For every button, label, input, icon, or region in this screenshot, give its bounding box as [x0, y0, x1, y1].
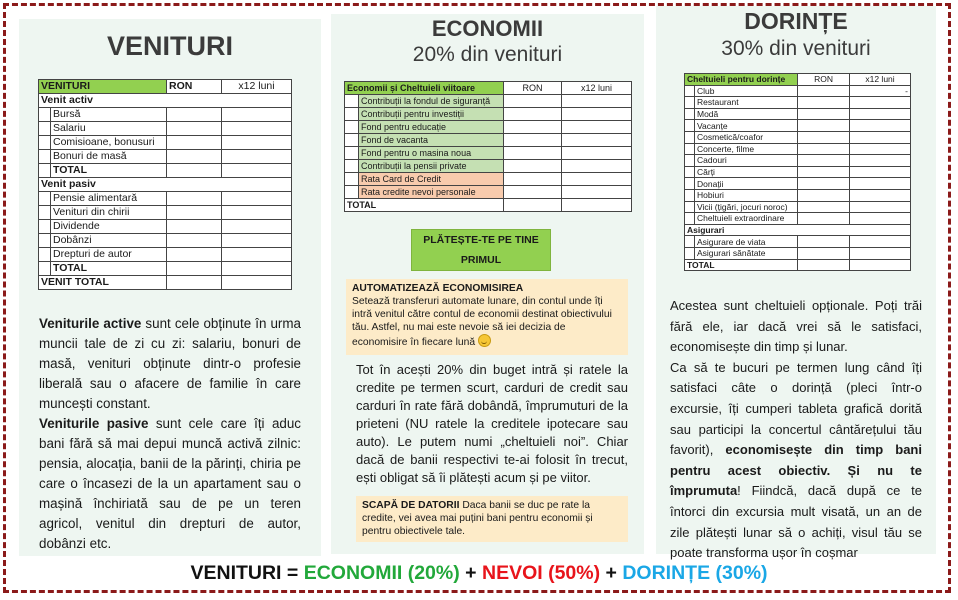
scapa-title: SCAPĂ DE DATORII — [362, 500, 460, 511]
economii-header-ron: RON — [504, 82, 562, 95]
dorinte-description — [670, 296, 922, 564]
table-row-label: Venituri din chirii — [51, 206, 167, 220]
dorinte-panel — [656, 6, 936, 561]
table-row-label: Contribuții la pensii private — [359, 160, 504, 173]
dorinte-table — [684, 73, 911, 271]
table-row-label: Restaurant — [695, 97, 798, 109]
automatizeaza-title: AUTOMATIZEAZĂ ECONOMISIREA — [352, 283, 524, 294]
table-row-label: Modă — [695, 108, 798, 120]
automatizeaza-note — [346, 279, 628, 355]
total-pasiv-label: TOTAL — [51, 262, 167, 276]
table-row-label: Hobiuri — [695, 189, 798, 201]
table-row-label: Concerte, filme — [695, 143, 798, 155]
table-row-label: Fond pentru o masina noua — [359, 147, 504, 160]
economii-title — [331, 16, 644, 68]
budget-formula — [0, 562, 958, 585]
dorinte-title-main: DORINȚE — [744, 8, 848, 34]
economii-paragraph: Tot în acești 20% din buget intră și ratele la credite pe termen scurt, carduri de credit sau carduri în rate fără dobândă, împrumuturi de la prieteni (NU ratele la creditele ipotecare sau auto). Le putem numi „cheltuieli noi”. Chiar dacă de banii respectivi te-ai folosit în trecut, ești obligat să îi plătești acum și pe viitor. — [356, 362, 628, 485]
venituri-table — [38, 79, 292, 290]
formula-equals: = — [281, 562, 304, 584]
table-row-label: Contribuții pentru investiții — [359, 108, 504, 121]
table-row-label: Asigurari sănătate — [695, 247, 798, 259]
table-row-label: Cheltuieli extraordinare — [695, 213, 798, 225]
dorinte-paragraph-2b: ! Fiindcă, dacă după ce te întorci din excursia mult visată, un an de zile plătești lunar să o achiți, visul tău se poate transforma ușor în coșmar — [670, 483, 922, 561]
table-row-label: Cadouri — [695, 155, 798, 167]
section-venit-pasiv: Venit pasiv — [39, 178, 292, 192]
scapa-text: Daca banii se duc pe rate la credite, vei avea mai puțini bani pentru economii și pentru obiectivele tale. — [362, 500, 593, 537]
automatizeaza-text: Setează transferuri automate lunare, din contul unde îți intră venitul către contul de economii destinat obiectivului tău. Astfel, nu mai este nevoie să iei decizia de economisire în fiecare lună — [352, 296, 612, 348]
venituri-pasive-text: sunt cele care îți aduc bani fără să mai depui muncă activă zilnic: pensia, alocația, banii de la părinți, chiria pe care o încasezi de la un apartament sau o mașină închiriată sau de pe un teren agricol, venitul din drepturi de autor, dobânzi etc. — [39, 416, 302, 551]
dorinte-header-12: x12 luni — [850, 74, 911, 86]
formula-plus-2: + — [600, 562, 623, 584]
economii-header-12: x12 luni — [562, 82, 632, 95]
plateste-te-primul-banner — [411, 229, 551, 271]
venituri-description — [39, 314, 301, 554]
venituri-pasive-bold: Veniturile pasive — [39, 416, 149, 431]
table-row-label: Bonuri de masă — [51, 150, 167, 164]
economii-header-label: Economii și Cheltuieli viitoare — [345, 82, 504, 95]
table-row-label: Dobânzi — [51, 234, 167, 248]
economii-subtitle: 20% din venituri — [412, 43, 563, 66]
table-row-label: Donații — [695, 178, 798, 190]
economii-panel — [331, 14, 644, 554]
economii-title-main: ECONOMII — [431, 16, 544, 41]
venit-total-label: VENIT TOTAL — [39, 276, 167, 290]
table-row-label: Drepturi de autor — [51, 248, 167, 262]
section-venit-activ: Venit activ — [39, 94, 292, 108]
dorinte-paragraph-1: Acestea sunt cheltuieli opționale. Poți trăi fără ele, iar dacă vrei să le satisfaci, economisește din timp și lunar. — [670, 298, 922, 355]
formula-dorinte: DORINȚE (30%) — [622, 562, 768, 584]
dorinte-paragraph-2a: Ca să te bucuri pe termen lung când îți satisfaci câte o dorință (pleci într-o excursie, îți cumperi tableta grafică dorită sau participi la concertul cântărețului tău favorit), — [670, 359, 922, 458]
dorinte-paragraph-2-bold: economisește din timp bani pentru acest obiectiv. Și nu te împrumuta — [670, 442, 922, 499]
dorinte-header-ron: RON — [798, 74, 850, 86]
formula-nevoi: NEVOI (50%) — [481, 562, 601, 584]
table-row-label: Comisioane, bonusuri — [51, 136, 167, 150]
table-row-label: Fond de vacanta — [359, 134, 504, 147]
table-row-label: Vacanțe — [695, 120, 798, 132]
venituri-active-text: sunt cele obținute în urma muncii tale de zi cu zi: salariu, bonuri de masă, venituri obținute dintr-o profesie liberală sau o afacere de familie în care muncești constant. — [39, 316, 301, 411]
table-row-label: Cărți — [695, 166, 798, 178]
table-row-label: Fond pentru educație — [359, 121, 504, 134]
total-activ-label: TOTAL — [51, 164, 167, 178]
formula-venituri: VENITURI — [190, 562, 282, 584]
formula-economii: ECONOMII (20%) — [303, 562, 460, 584]
club-value: - — [850, 85, 911, 97]
dorinte-subtitle: 30% din venituri — [721, 37, 871, 60]
scapa-de-datorii-note — [356, 496, 628, 542]
smiley-icon — [478, 334, 491, 347]
venituri-header-label: VENITURI — [39, 80, 167, 94]
dorinte-total-label: TOTAL — [685, 259, 798, 271]
table-row-label: Dividende — [51, 220, 167, 234]
table-row-label: Contribuții la fondul de siguranță — [359, 95, 504, 108]
economii-total-label: TOTAL — [345, 199, 504, 212]
venituri-header-ron: RON — [167, 80, 222, 94]
table-row-label: Vicii (țigări, jocuri noroc) — [695, 201, 798, 213]
venituri-title: VENITURI — [106, 31, 233, 61]
formula-plus-1: + — [459, 562, 482, 584]
table-row-label: Club — [695, 85, 798, 97]
dorinte-title — [656, 8, 936, 62]
table-row-label: Salariu — [51, 122, 167, 136]
table-row-label: Bursă — [51, 108, 167, 122]
dorinte-header-label: Cheltuieli pentru dorințe — [685, 74, 798, 86]
banner-line-1: PLĂTEȘTE-TE PE TINE — [423, 234, 539, 246]
table-row-label: Rata credite nevoi personale — [359, 186, 504, 199]
table-row-label: Asigurare de viata — [695, 236, 798, 248]
economii-table — [344, 81, 632, 212]
venituri-active-bold: Veniturile active — [39, 316, 142, 331]
table-row-label: Pensie alimentară — [51, 192, 167, 206]
banner-line-2: PRIMUL — [460, 254, 502, 266]
table-row-label: Rata Card de Credit — [359, 173, 504, 186]
venituri-panel — [19, 19, 321, 556]
section-asigurari: Asigurari — [685, 224, 911, 236]
table-row-label: Cosmetică/coafor — [695, 131, 798, 143]
venituri-header-12: x12 luni — [222, 80, 292, 94]
